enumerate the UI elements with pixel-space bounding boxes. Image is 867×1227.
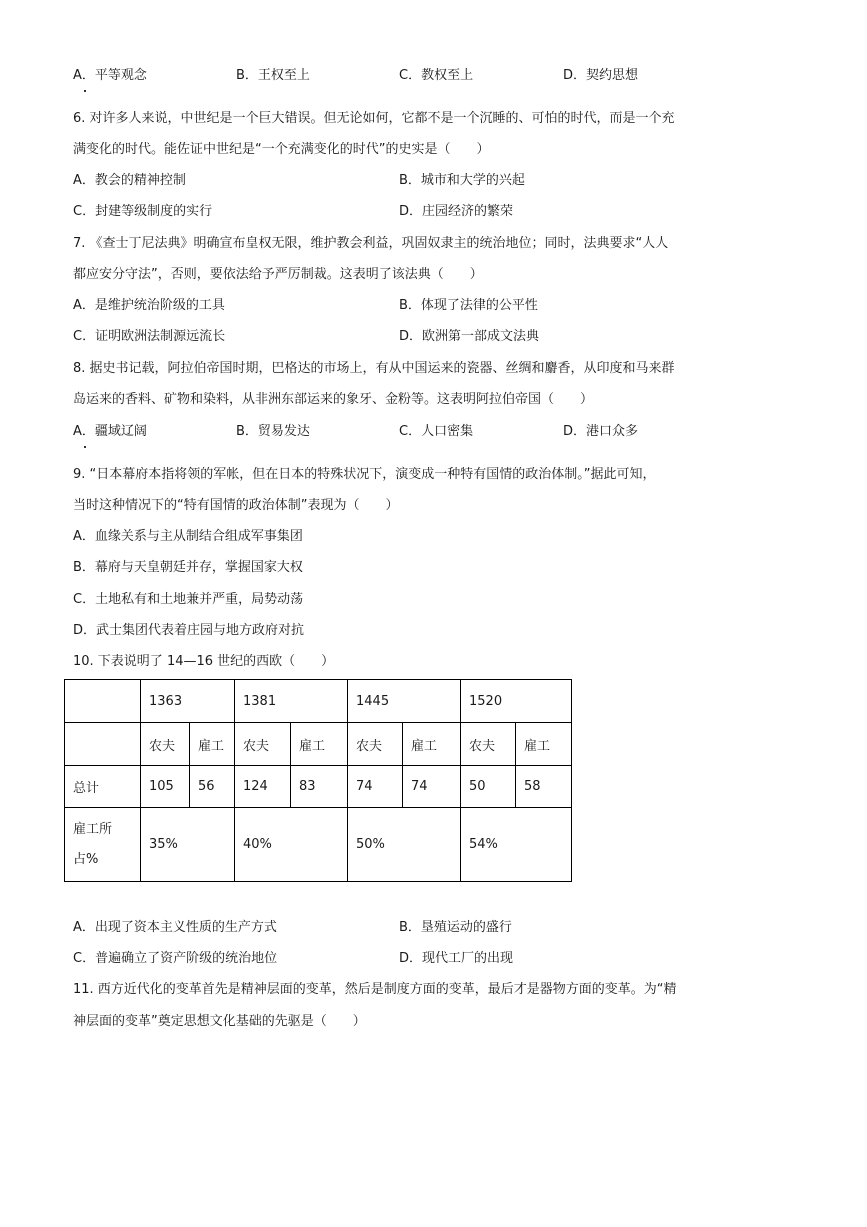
table-subheader: 农夫 — [348, 723, 403, 766]
q9-option-c: C．土地私有和土地兼并严重，局势动荡 — [73, 592, 304, 607]
table-subheader: 农夫 — [235, 723, 291, 766]
q5-option-b: B．王权至上 — [236, 68, 310, 83]
stray-dot — [84, 446, 86, 448]
table-cell-empty — [65, 680, 141, 723]
q7-stem-line1: 7. 《查士丁尼法典》明确宣布皇权无限，维护教会利益，巩固奴隶主的统治地位；同时，法典要求“人人 — [73, 236, 669, 251]
table-row-label — [65, 808, 141, 882]
table-row-percent — [65, 808, 572, 882]
table-row-subheaders — [65, 723, 572, 766]
q8-option-d: D．港口众多 — [563, 424, 639, 439]
q7-option-d: D．欧洲第一部成文法典 — [399, 329, 540, 344]
table-row-years — [65, 680, 572, 723]
q6-option-d: D．庄园经济的繁荣 — [399, 204, 514, 219]
q10-option-c: C．普遍确立了资产阶级的统治地位 — [73, 951, 278, 966]
q6-option-c: C．封建等级制度的实行 — [73, 204, 213, 219]
pct-label-line1: 雇工所 — [73, 821, 113, 837]
table-cell: 74 — [403, 766, 461, 808]
table-cell: 124 — [235, 766, 291, 808]
table-row-totals — [65, 766, 572, 808]
q9-stem-line1: 9. “日本幕府本指将领的军帐，但在日本的特殊状况下，演变成一种特有国情的政治体制。”据此可知， — [73, 467, 656, 482]
table-subheader: 农夫 — [461, 723, 516, 766]
q5-option-c: C．教权至上 — [399, 68, 474, 83]
q9-option-a: A．血缘关系与主从制结合组成军事集团 — [73, 529, 303, 544]
table-cell: 83 — [291, 766, 348, 808]
q7-option-b: B．体现了法律的公平性 — [399, 298, 538, 313]
table-cell-empty — [65, 723, 141, 766]
table-cell: 56 — [190, 766, 235, 808]
table-cell: 58 — [516, 766, 572, 808]
table-subheader: 雇工 — [516, 723, 572, 766]
table-year: 1520 — [461, 680, 572, 723]
q9-stem-line2: 当时这种情况下的“特有国情的政治体制”表现为（ ） — [73, 498, 399, 513]
q6-stem-line1: 6. 对许多人来说，中世纪是一个巨大错误。但无论如何，它都不是一个沉睡的、可怕的时代，而是一个充 — [73, 111, 675, 126]
table-cell: 50% — [348, 808, 461, 882]
q5-option-a: A．平等观念 — [73, 68, 147, 83]
stray-dot — [84, 90, 86, 92]
table-year: 1445 — [348, 680, 461, 723]
table-year: 1381 — [235, 680, 348, 723]
q7-option-a: A．是维护统治阶级的工具 — [73, 298, 225, 313]
table-subheader: 雇工 — [291, 723, 348, 766]
q8-option-a: A．疆域辽阔 — [73, 424, 147, 439]
q9-option-b: B．幕府与天皇朝廷并存，掌握国家大权 — [73, 560, 303, 575]
q10-option-d: D．现代工厂的出现 — [399, 951, 514, 966]
q10-option-a: A．出现了资本主义性质的生产方式 — [73, 920, 277, 935]
table-cell: 74 — [348, 766, 403, 808]
table-cell: 50 — [461, 766, 516, 808]
q8-option-c: C．人口密集 — [399, 424, 474, 439]
q8-stem-line2: 岛运来的香料、矿物和染料，从非洲东部运来的象牙、金粉等。这表明阿拉伯帝国（ ） — [73, 392, 594, 407]
q5-option-d: D．契约思想 — [563, 68, 639, 83]
q9-option-d: D．武士集团代表着庄园与地方政府对抗 — [73, 623, 305, 638]
q8-option-b: B．贸易发达 — [236, 424, 310, 439]
pct-label-line2: 占% — [73, 851, 99, 867]
q7-stem-line2: 都应安分守法”，否则，要依法给予严厉制裁。这表明了该法典（ ） — [73, 267, 483, 282]
q6-option-b: B．城市和大学的兴起 — [399, 173, 525, 188]
table-row-label: 总计 — [65, 766, 141, 808]
table-subheader: 雇工 — [190, 723, 235, 766]
q10-data-table — [64, 679, 572, 882]
table-cell: 54% — [461, 808, 572, 882]
q11-stem-line2: 神层面的变革”奠定思想文化基础的先驱是（ ） — [73, 1014, 366, 1029]
table-cell: 105 — [141, 766, 190, 808]
q6-stem-line2: 满变化的时代。能佐证中世纪是“一个充满变化的时代”的史实是（ ） — [73, 142, 490, 157]
q11-stem-line1: 11. 西方近代化的变革首先是精神层面的变革，然后是制度方面的变革，最后才是器物方面的变革。为“精 — [73, 982, 677, 997]
q8-stem-line1: 8. 据史书记载，阿拉伯帝国时期，巴格达的市场上，有从中国运来的瓷器、丝绸和麝香，从印度和马来群 — [73, 361, 675, 376]
table-cell: 35% — [141, 808, 235, 882]
q10-stem: 10. 下表说明了 14—16 世纪的西欧（ ） — [73, 654, 335, 669]
q7-option-c: C．证明欧洲法制源远流长 — [73, 329, 226, 344]
q10-option-b: B．垦殖运动的盛行 — [399, 920, 512, 935]
table-cell: 40% — [235, 808, 348, 882]
table-year: 1363 — [141, 680, 235, 723]
q6-option-a: A．教会的精神控制 — [73, 173, 186, 188]
table-subheader: 农夫 — [141, 723, 190, 766]
table-subheader: 雇工 — [403, 723, 461, 766]
